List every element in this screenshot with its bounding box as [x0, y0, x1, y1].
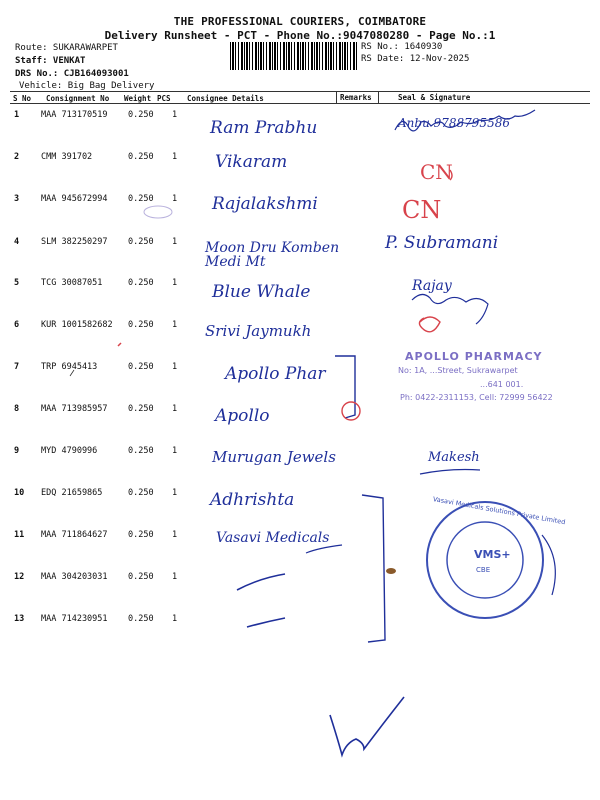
row-consignee-handwritten: Moon Dru Komben Medi Mt	[205, 240, 340, 270]
row-signature: Rajay	[412, 278, 452, 294]
col-seal: Seal & Signature	[398, 93, 471, 102]
bottom-signature	[330, 697, 404, 755]
row-pcs: 1	[172, 530, 178, 540]
row-signature: CN	[420, 160, 453, 184]
row-consignee-handwritten: Murugan Jewels	[212, 448, 336, 466]
row-pcs: 1	[172, 362, 178, 372]
staff-label: Staff: VENKAT	[15, 56, 86, 66]
vasavi-stamp-city: CBE	[476, 566, 491, 574]
pen-dash-row13	[247, 618, 285, 627]
apollo-stamp-phone: Ph: 0422-2311153, Cell: 72999 56422	[400, 393, 553, 402]
pen-tick-row7	[70, 370, 74, 376]
vasavi-stamp-ring-text: Vasavi Medicals Solutions Private Limited	[432, 495, 566, 527]
red-mark-8	[342, 402, 360, 420]
row-consignment: EDQ 21659865	[41, 488, 103, 498]
row-weight: 0.250	[128, 278, 154, 288]
red-mark-2	[450, 170, 452, 180]
row-sno: 9	[14, 446, 20, 456]
row-pcs: 1	[172, 278, 178, 288]
signature-squiggle-1	[395, 110, 535, 131]
row-consignee-handwritten: Blue Whale	[212, 282, 311, 302]
row-sno: 10	[14, 488, 25, 498]
col-consignment: Consignment No	[46, 94, 110, 103]
red-mark-6	[419, 317, 440, 332]
col-pcs: PCS	[157, 94, 171, 103]
row-consignment: MAA 713985957	[41, 404, 108, 414]
row-weight: 0.250	[128, 110, 154, 120]
row-sno: 2	[14, 152, 20, 162]
pen-dash-row11	[306, 545, 342, 553]
row-consignee-handwritten: Adhrishta	[210, 490, 295, 510]
row-sno: 7	[14, 362, 20, 372]
row-pcs: 1	[172, 446, 178, 456]
row-pcs: 1	[172, 488, 178, 498]
row-pcs: 1	[172, 320, 178, 330]
row-consignee-handwritten: Vasavi Medicals	[216, 530, 330, 546]
row-consignment: KUR 1001582682	[41, 320, 113, 330]
row-consignment: MAA 713170519	[41, 110, 108, 120]
rs-number: RS No.: 1640930	[361, 42, 443, 52]
col-remarks: Remarks	[340, 93, 372, 102]
row-pcs: 1	[172, 572, 178, 582]
row-pcs: 1	[172, 404, 178, 414]
row-weight: 0.250	[128, 530, 154, 540]
pen-bracket-top	[335, 356, 355, 418]
drs-label: DRS No.: CJB164093001	[15, 69, 129, 79]
row-pcs: 1	[172, 614, 178, 624]
row-consignee-handwritten: Srivi Jaymukh	[205, 322, 312, 340]
row-weight: 0.250	[128, 320, 154, 330]
apollo-stamp-address: No: 1A, ...Street, Sukrawarpet	[398, 366, 518, 375]
row-pcs: 1	[172, 110, 178, 120]
row-weight: 0.250	[128, 152, 154, 162]
row-sno: 1	[14, 110, 20, 120]
ink-blot	[386, 568, 396, 574]
row-signature: Makesh	[428, 450, 480, 465]
faint-stamp	[144, 206, 172, 218]
route-label: Route: SUKARAWARPET	[15, 43, 118, 53]
row-consignee-handwritten: Vikaram	[215, 152, 288, 172]
col-weight: Weight	[124, 94, 152, 103]
red-tick	[118, 343, 121, 346]
row-consignment: MAA 304203031	[41, 572, 108, 582]
row-sno: 6	[14, 320, 20, 330]
row-weight: 0.250	[128, 362, 154, 372]
vasavi-stamp-logo: VMS+	[474, 548, 511, 561]
pen-dash-row12	[237, 574, 285, 590]
row-sno: 13	[14, 614, 25, 624]
row-consignment: CMM 391702	[41, 152, 93, 162]
row-consignee-handwritten: Rajalakshmi	[212, 194, 318, 214]
row-consignment: SLM 382250297	[41, 237, 108, 247]
row-weight: 0.250	[128, 446, 154, 456]
row-weight: 0.250	[128, 404, 154, 414]
apollo-stamp-name: APOLLO PHARMACY	[405, 350, 543, 363]
row-sno: 8	[14, 404, 20, 414]
row-consignee-handwritten: Ram Prabhu	[210, 118, 318, 138]
pen-bracket-bottom	[362, 495, 385, 642]
document-title: THE PROFESSIONAL COURIERS, COIMBATORE	[173, 15, 427, 28]
col-consignee: Consignee Details	[187, 94, 264, 103]
row-sno: 5	[14, 278, 20, 288]
row-consignment: TRP 6945413	[41, 362, 98, 372]
row-weight: 0.250	[128, 572, 154, 582]
makesh-underline	[420, 470, 480, 475]
row-weight: 0.250	[128, 614, 154, 624]
row-pcs: 1	[172, 152, 178, 162]
row-consignee-handwritten: Apollo	[215, 406, 270, 426]
row-consignment: MAA 714230951	[41, 614, 108, 624]
row-weight: 0.250	[128, 194, 154, 204]
row-signature: P. Subramani	[385, 233, 499, 253]
apollo-stamp-pin: ...641 001.	[480, 380, 524, 389]
row-sno: 4	[14, 237, 20, 247]
row-consignee-handwritten: Apollo Phar	[225, 364, 326, 384]
row-weight: 0.250	[128, 237, 154, 247]
row-signature: CN	[402, 196, 442, 224]
col-sno: S No	[13, 94, 32, 103]
row-consignment: MYD 4790996	[41, 446, 98, 456]
row-consignment: MAA 945672994	[41, 194, 108, 204]
row-sno: 11	[14, 530, 25, 540]
row-pcs: 1	[172, 194, 178, 204]
row-signature: Anbu 9788795586	[398, 116, 510, 130]
row-weight: 0.250	[128, 488, 154, 498]
row-sno: 12	[14, 572, 25, 582]
row-consignment: TCG 30087051	[41, 278, 103, 288]
row-pcs: 1	[172, 237, 178, 247]
rs-date: RS Date: 12-Nov-2025	[361, 54, 470, 64]
vehicle-label: Vehicle: Big Bag Delivery	[19, 81, 155, 91]
row-consignment: MAA 711864627	[41, 530, 108, 540]
document-subtitle: Delivery Runsheet - PCT - Phone No.:9047080280 - Page No.:1	[104, 29, 496, 42]
row-sno: 3	[14, 194, 20, 204]
